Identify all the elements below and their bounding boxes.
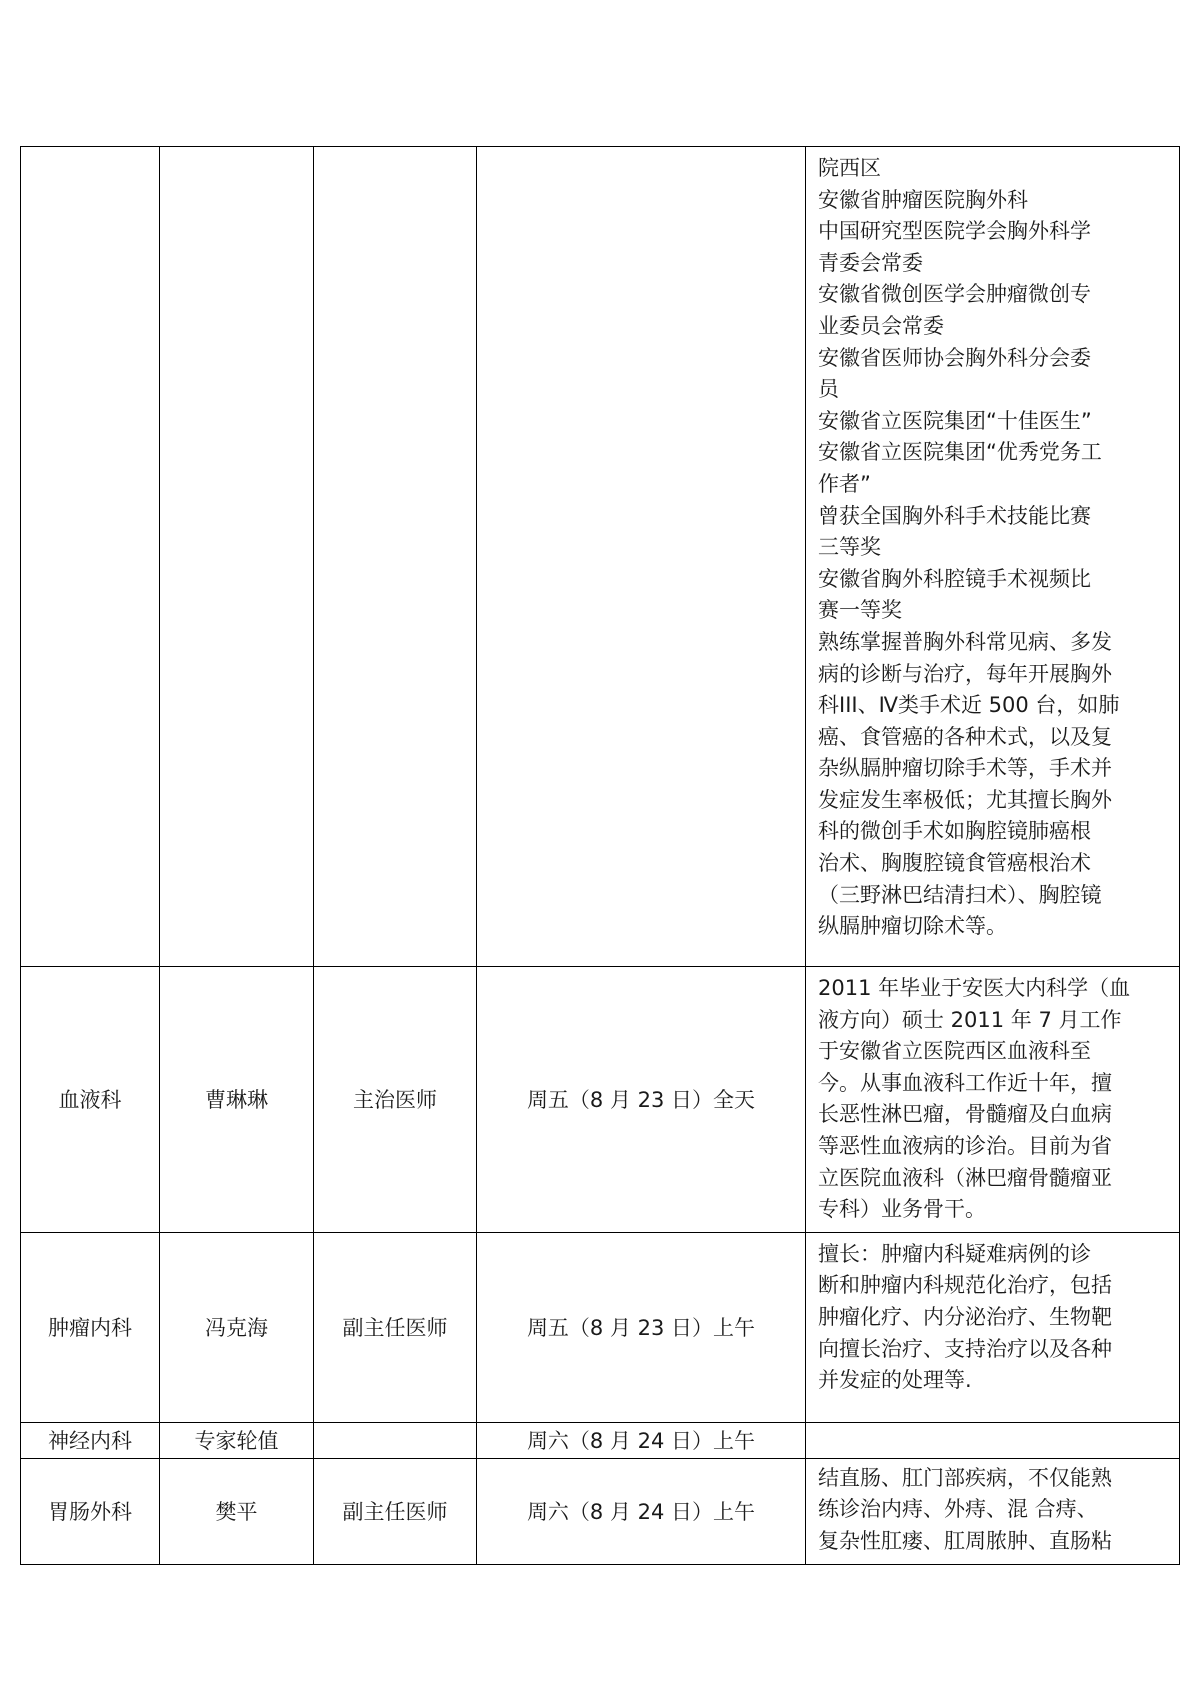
profile-line: 专科）业务骨干。: [818, 1197, 986, 1222]
doctor-name-cell: [160, 147, 314, 967]
profile-line: 病的诊断与治疗，每年开展胸外: [818, 661, 1112, 686]
profile-line: 复杂性肛瘘、肛周脓肿、直肠粘: [818, 1528, 1112, 1553]
department-cell: [21, 147, 160, 967]
table-row: [21, 967, 1180, 1233]
profile-line: 作者”: [818, 471, 871, 496]
doctor-name-cell: 冯克海: [160, 1232, 314, 1422]
profile-line: 员: [818, 377, 839, 402]
profile-line: 业委员会常委: [818, 313, 944, 338]
profile-line: 安徽省胸外科腔镜手术视频比: [818, 566, 1091, 591]
profile-line: 并发症的处理等.: [818, 1368, 972, 1393]
profile-line: 赛一等奖: [818, 598, 902, 623]
doctor-name-cell: 曹琳琳: [160, 967, 314, 1233]
profile-line: 断和肿瘤内科规范化治疗，包括: [818, 1273, 1112, 1298]
department-cell: 血液科: [21, 967, 160, 1233]
doctor-profile-cell: [806, 147, 1180, 967]
profile-line: 安徽省立医院集团“十佳医生”: [818, 408, 1092, 433]
profile-line: 三等奖: [818, 535, 881, 560]
profile-line: （三野淋巴结清扫术）、胸腔镜: [818, 882, 1102, 907]
profile-line: 液方向）硕士 2011 年 7 月工作: [818, 1007, 1122, 1032]
profile-line: 曾获全国胸外科手术技能比赛: [818, 503, 1091, 528]
profile-line: 2011 年毕业于安医大内科学（血: [818, 976, 1131, 1000]
profile-line: 发症发生率极低；尤其擅长胸外: [818, 787, 1112, 812]
department-cell: 肿瘤内科: [21, 1232, 160, 1422]
profile-line: 于安徽省立医院西区血液科至: [818, 1039, 1091, 1064]
doctor-profile-cell: [806, 1232, 1180, 1422]
doctor-profile-cell: [806, 1458, 1180, 1564]
profile-line: 科III、Ⅳ类手术近 500 台，如肺: [818, 693, 1120, 718]
clinic-time-cell: [477, 147, 806, 967]
clinic-time-cell: 周五（8 月 23 日）上午: [477, 1232, 806, 1422]
department-cell: 胃肠外科: [21, 1458, 160, 1564]
profile-line: 长恶性淋巴瘤，骨髓瘤及白血病: [818, 1102, 1112, 1127]
table-row: [21, 1458, 1180, 1564]
expert-schedule-table: [20, 146, 1180, 1565]
profile-line: 肿瘤化疗、内分泌治疗、生物靶: [818, 1304, 1112, 1329]
profile-line: 青委会常委: [818, 250, 923, 275]
profile-line: 科的微创手术如胸腔镜肺癌根: [818, 819, 1091, 844]
profile-line: 练诊治内痔、外痔、混 合痔、: [818, 1497, 1098, 1522]
table-row: [21, 1232, 1180, 1422]
doctor-title-cell: [314, 147, 477, 967]
table-row: [21, 1422, 1180, 1458]
doctor-title-cell: [314, 1422, 477, 1458]
profile-line: 安徽省立医院集团“优秀党务工: [818, 440, 1102, 465]
profile-line: 立医院血液科（淋巴瘤骨髓瘤亚: [818, 1165, 1112, 1190]
profile-line: 安徽省医师协会胸外科分会委: [818, 345, 1091, 370]
profile-line: 今。从事血液科工作近十年，擅: [818, 1070, 1112, 1095]
profile-line: 安徽省肿瘤医院胸外科: [818, 187, 1028, 212]
doctor-title-cell: 副主任医师: [314, 1232, 477, 1422]
doctor-profile-cell: [806, 1422, 1180, 1458]
doctor-profile-cell: [806, 967, 1180, 1233]
profile-line: 结直肠、肛门部疾病，不仅能熟: [818, 1465, 1112, 1490]
doctor-name-cell: 专家轮值: [160, 1422, 314, 1458]
department-cell: 神经内科: [21, 1422, 160, 1458]
profile-line: 等恶性血液病的诊治。目前为省: [818, 1133, 1112, 1158]
profile-line: 向擅长治疗、支持治疗以及各种: [818, 1336, 1112, 1361]
doctor-title-cell: 副主任医师: [314, 1458, 477, 1564]
profile-line: 杂纵膈肿瘤切除手术等，手术并: [818, 756, 1112, 781]
clinic-time-cell: 周六（8 月 24 日）上午: [477, 1422, 806, 1458]
profile-line: 院西区: [818, 156, 881, 180]
doctor-title-cell: 主治医师: [314, 967, 477, 1233]
clinic-time-cell: 周五（8 月 23 日）全天: [477, 967, 806, 1233]
clinic-time-cell: 周六（8 月 24 日）上午: [477, 1458, 806, 1564]
table-row: [21, 147, 1180, 967]
profile-line: 癌、食管癌的各种术式，以及复: [818, 724, 1112, 749]
profile-line: 治术、胸腹腔镜食管癌根治术: [818, 851, 1091, 876]
profile-line: 纵膈肿瘤切除术等。: [818, 914, 1007, 939]
profile-line: 中国研究型医院学会胸外科学: [818, 219, 1091, 244]
profile-line: 安徽省微创医学会肿瘤微创专: [818, 282, 1091, 307]
doctor-name-cell: 樊平: [160, 1458, 314, 1564]
profile-line: 熟练掌握普胸外科常见病、多发: [818, 629, 1112, 654]
profile-line: 擅长：肿瘤内科疑难病例的诊: [818, 1241, 1091, 1266]
